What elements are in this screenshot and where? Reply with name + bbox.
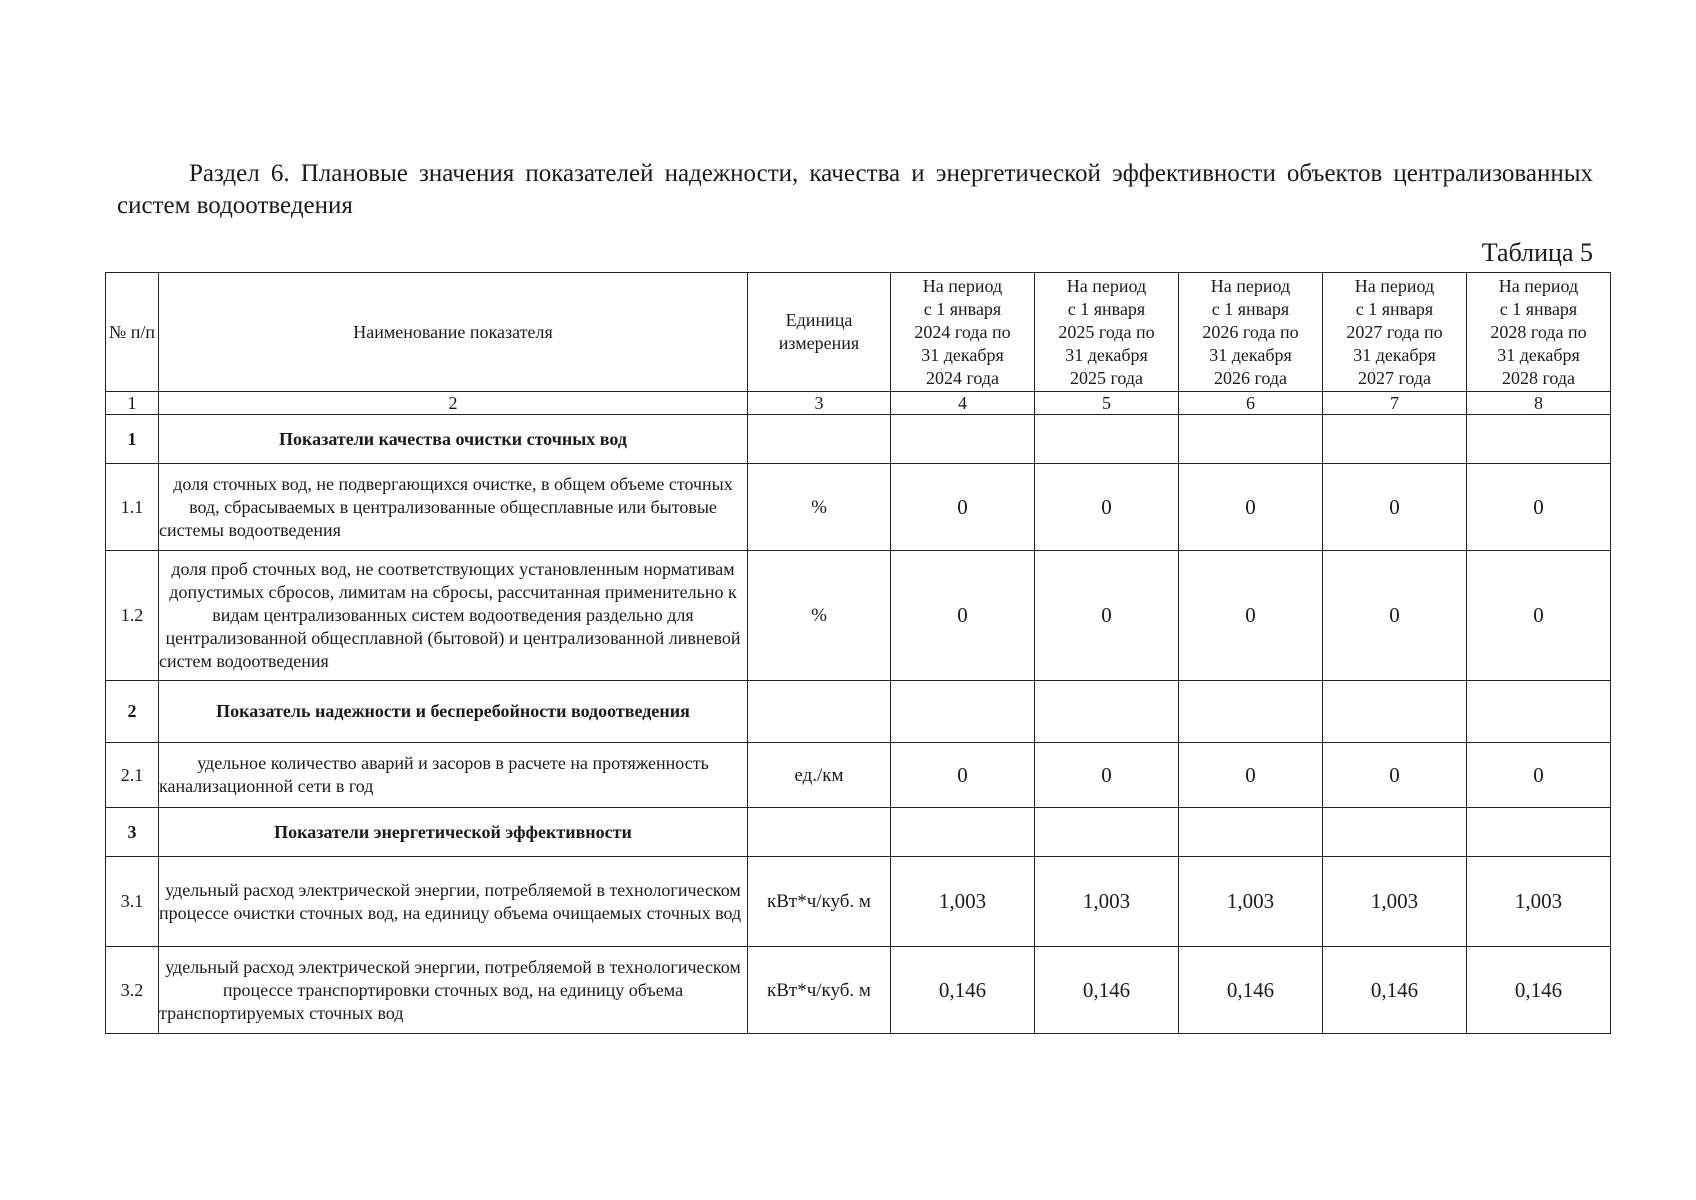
- column-number: 3: [748, 392, 891, 415]
- indicator-name: удельное количество аварий и засоров в расчете на протяженность канализационной сети в год: [159, 743, 748, 808]
- value-2027: 0,146: [1323, 947, 1467, 1034]
- row-number: 3.2: [106, 947, 159, 1034]
- header-name: Наименование показателя: [159, 273, 748, 392]
- value-2025: 0: [1035, 551, 1179, 681]
- indicator-unit: кВт*ч/куб. м: [748, 857, 891, 947]
- value-2024: 0: [891, 743, 1035, 808]
- header-period-2027: На период с 1 января 2027 года по 31 декабря 2027 года: [1323, 273, 1467, 392]
- indicator-name: доля сточных вод, не подвергающихся очистке, в общем объеме сточных вод, сбрасываемых в централизованные общесплавные или бытовые системы водоотведения: [159, 464, 748, 551]
- value-2024: 0: [891, 551, 1035, 681]
- column-number: 7: [1323, 392, 1467, 415]
- value-2028: 0,146: [1467, 947, 1611, 1034]
- table-row: [106, 857, 1611, 947]
- header-period-2026: На период с 1 января 2026 года по 31 декабря 2026 года: [1179, 273, 1323, 392]
- section-row: [106, 808, 1611, 857]
- table-row: [106, 551, 1611, 681]
- value-2024: 1,003: [891, 857, 1035, 947]
- value-2025: 0: [1035, 743, 1179, 808]
- value-2026: 0: [1179, 464, 1323, 551]
- section-title: Показатель надежности и бесперебойности водоотведения: [159, 681, 748, 743]
- section-title: Показатели энергетической эффективности: [159, 808, 748, 857]
- header-num: № п/п: [106, 273, 159, 392]
- value-2026: 0: [1179, 551, 1323, 681]
- indicator-unit: %: [748, 464, 891, 551]
- column-number: 6: [1179, 392, 1323, 415]
- value-2027: 1,003: [1323, 857, 1467, 947]
- value-2026: 0: [1179, 743, 1323, 808]
- section-number: 3: [106, 808, 159, 857]
- section-number: 1: [106, 415, 159, 464]
- section-number: 2: [106, 681, 159, 743]
- section-row: [106, 681, 1611, 743]
- header-period-2024: На период с 1 января 2024 года по 31 декабря 2024 года: [891, 273, 1035, 392]
- header-period-2025: На период с 1 января 2025 года по 31 декабря 2025 года: [1035, 273, 1179, 392]
- column-number: 8: [1467, 392, 1611, 415]
- section-title: Показатели качества очистки сточных вод: [159, 415, 748, 464]
- section-row: [106, 415, 1611, 464]
- row-number: 2.1: [106, 743, 159, 808]
- column-number: 2: [159, 392, 748, 415]
- table-row: [106, 743, 1611, 808]
- column-number: 1: [106, 392, 159, 415]
- indicator-unit: %: [748, 551, 891, 681]
- value-2026: 0,146: [1179, 947, 1323, 1034]
- table-caption: Таблица 5: [1481, 238, 1593, 267]
- row-number: 1.1: [106, 464, 159, 551]
- value-2027: 0: [1323, 551, 1467, 681]
- value-2025: 0: [1035, 464, 1179, 551]
- indicators-table: [105, 272, 1611, 1034]
- section-heading: Раздел 6. Плановые значения показателей надежности, качества и энергетической эффективности объектов централизованных систем водоотведения: [117, 160, 1593, 219]
- row-number: 1.2: [106, 551, 159, 681]
- value-2028: 0: [1467, 464, 1611, 551]
- value-2027: 0: [1323, 464, 1467, 551]
- value-2028: 1,003: [1467, 857, 1611, 947]
- column-number-row: [106, 392, 1611, 415]
- header-period-2028: На период с 1 января 2028 года по 31 декабря 2028 года: [1467, 273, 1611, 392]
- value-2024: 0,146: [891, 947, 1035, 1034]
- value-2028: 0: [1467, 743, 1611, 808]
- indicator-unit: кВт*ч/куб. м: [748, 947, 891, 1034]
- table-header-row: [106, 273, 1611, 392]
- indicator-name: удельный расход электрической энергии, потребляемой в технологическом процессе очистки сточных вод, на единицу объема очищаемых сточных вод: [159, 857, 748, 947]
- value-2024: 0: [891, 464, 1035, 551]
- column-number: 4: [891, 392, 1035, 415]
- table-row: [106, 947, 1611, 1034]
- value-2028: 0: [1467, 551, 1611, 681]
- header-unit: Единица измерения: [748, 273, 891, 392]
- row-number: 3.1: [106, 857, 159, 947]
- value-2025: 0,146: [1035, 947, 1179, 1034]
- column-number: 5: [1035, 392, 1179, 415]
- indicator-name: удельный расход электрической энергии, потребляемой в технологическом процессе транспортировки сточных вод, на единицу объема транспортируемых сточных вод: [159, 947, 748, 1034]
- indicator-name: доля проб сточных вод, не соответствующих установленным нормативам допустимых сбросов, лимитам на сбросы, рассчитанная применительно к видам централизованных систем водоотведения раздельно для централизованной общесплавной (бытовой) и централизованной ливневой систем водоотведения: [159, 551, 748, 681]
- value-2026: 1,003: [1179, 857, 1323, 947]
- table-row: [106, 464, 1611, 551]
- value-2025: 1,003: [1035, 857, 1179, 947]
- value-2027: 0: [1323, 743, 1467, 808]
- indicator-unit: ед./км: [748, 743, 891, 808]
